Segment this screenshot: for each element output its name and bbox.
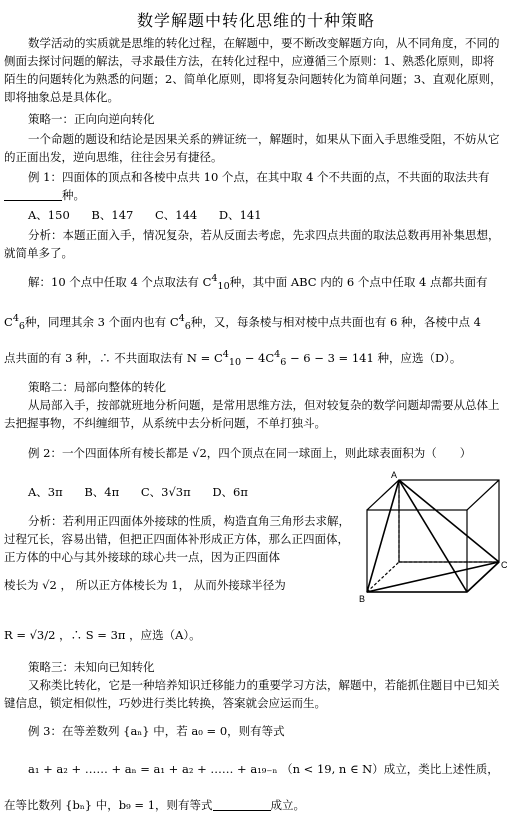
sup: 4 — [222, 349, 229, 360]
example-2-text: 例 2：一个四面体所有棱长都是 √2，四个顶点在同一球面上，则此球表面积为（ ） — [28, 446, 472, 460]
strategy-1-title: 策略一：正向向逆向转化 — [28, 112, 155, 126]
example-2-result: R = √3/2 ，∴ S = 3π ，应选（A）。 — [4, 628, 201, 642]
sup: 4 — [12, 313, 19, 324]
sub: 10 — [228, 357, 242, 369]
solution-text: 种，又，每条棱与相对棱中点共面也有 6 种，各棱中点 4 — [190, 314, 481, 329]
example-1-options — [28, 207, 280, 223]
strategy-2-title: 策略二：局部向整体的转化 — [28, 380, 166, 394]
sup: 4 — [274, 349, 281, 360]
option-b: B、147 — [91, 208, 134, 222]
strategy-1-text: 一个命题的题设和结论是因果关系的辨证统一，解题时，如果从下面入手思维受阻，不妨从它的正面出发，逆向思维，往往会另有捷径。 — [4, 132, 500, 164]
example-1-solution-line-2: $C^4_6$种，同理其余 3 个面内也有 $C^4_6$种，又，每条棱与相对棱中点共面也有 6 种，各棱中点 4 — [4, 313, 481, 333]
example-2-analysis: 分析：若利用正四面体外接球的性质，构造直角三角形去求解，过程冗长，容易出错，但把正四面体补形成正方体，那么正四面体，正方体的中心与其外接球的球心共一点，因为正四面体 — [4, 514, 350, 564]
strategy-2-text: 从局部入手，按部就班地分析问题，是常用思维方法，但对较复杂的数学问题却需要从总体上去把握事物，不纠缠细节，从系统中去分析问题，不单打独斗。 — [4, 398, 500, 430]
sub: 6 — [18, 321, 26, 333]
strategy-3-text: 又称类比转化，它是一种培养知识迁移能力的重要学习方法，解题中，若能抓住题目中已知关键信息，锁定相似性，巧妙进行类比转换，答案就会应运而生。 — [4, 678, 500, 710]
solution-text: − 4C — [244, 350, 275, 365]
option-d: D、6π — [212, 485, 248, 499]
solution-text: 种，其中面 ABC 内的 6 个点中任取 4 点都共面有 — [229, 274, 488, 289]
option-c: C、144 — [154, 208, 198, 222]
example-3-text: 例 3：在等差数列 {aₙ} 中，若 a₀ = 0，则有等式 — [28, 724, 285, 738]
page-title: 数学解题中转化思维的十种策略 — [136, 11, 375, 30]
intro-paragraph: 数学活动的实质就是思维的转化过程，在解题中，要不断改变解题方向，从不同角度，不同的侧面去探讨问题的解法，寻求最佳方法，在转化过程中，应遵循三个原则：1、熟悉化原则，即将陌生的问题转化为熟悉的问题；2、简单化原则，即将复杂问题转化为简单问题；3、直观化原则，即将抽象总是具体化。 — [4, 36, 502, 104]
vertex-label-c: C — [501, 560, 507, 570]
example-3-tail — [4, 796, 504, 814]
example-1-text: 例 1：四面体的顶点和各棱中点共 10 个点，在其中取 4 个不共面的点，不共面的取法共有 — [28, 170, 490, 184]
strategy-3-title: 策略三：未知向已知转化 — [28, 660, 155, 674]
option-a: A、3π — [28, 485, 63, 499]
sup: 4 — [178, 313, 185, 324]
solution-text: − 6 − 3 = 141 种，应选（D）。 — [290, 350, 462, 365]
option-d: D、141 — [218, 208, 262, 222]
example-1-tail: 种。 — [62, 188, 85, 202]
cube-tetrahedron-figure — [357, 470, 507, 605]
sup: 4 — [211, 273, 218, 284]
vertex-label-b: B — [359, 594, 366, 604]
sub: 10 — [217, 281, 230, 293]
example-2-analysis-cont: 棱长为 √2 ， 所以正方体棱长为 1， 从而外接球半径为 — [4, 578, 286, 592]
answer-blank — [213, 798, 271, 811]
cube-front-face — [367, 510, 467, 592]
example-2-options — [28, 484, 358, 500]
option-a: A、150 — [28, 208, 70, 222]
example-1 — [4, 168, 504, 204]
example-3-tail-text: 在等比数列 {bₙ} 中，b₉ = 1，则有等式 — [4, 798, 213, 812]
sub: 6 — [184, 321, 191, 333]
example-1-analysis: 分析：本题正面入手，情况复杂，若从反面去考虑，先求四点共面的取法总数再用补集思想，就简单多了。 — [4, 228, 500, 260]
example-3-tail-end: 成立。 — [270, 798, 306, 812]
example-3-equation: a₁ + a₂ + …… + aₙ = a₁ + a₂ + …… + a₁₉₋ₙ （n < 19, n ∈ N）成立，类比上述性质， — [28, 762, 499, 776]
solution-text: 种，同理其余 3 个面内也有 — [25, 314, 167, 329]
answer-blank — [4, 188, 62, 201]
sub: 6 — [280, 357, 287, 369]
option-c: C、3√3π — [140, 485, 191, 499]
solution-text: 点共面的有 3 种，∴ 不共面取法有 N = C — [4, 350, 223, 365]
option-b: B、4π — [84, 485, 120, 499]
solution-text: 解：10 个点中任取 4 个点取法有 C — [28, 274, 212, 289]
vertex-label-a: A — [391, 470, 398, 480]
example-1-solution-line-3 — [4, 346, 504, 372]
example-1-solution-line-1 — [4, 270, 504, 296]
